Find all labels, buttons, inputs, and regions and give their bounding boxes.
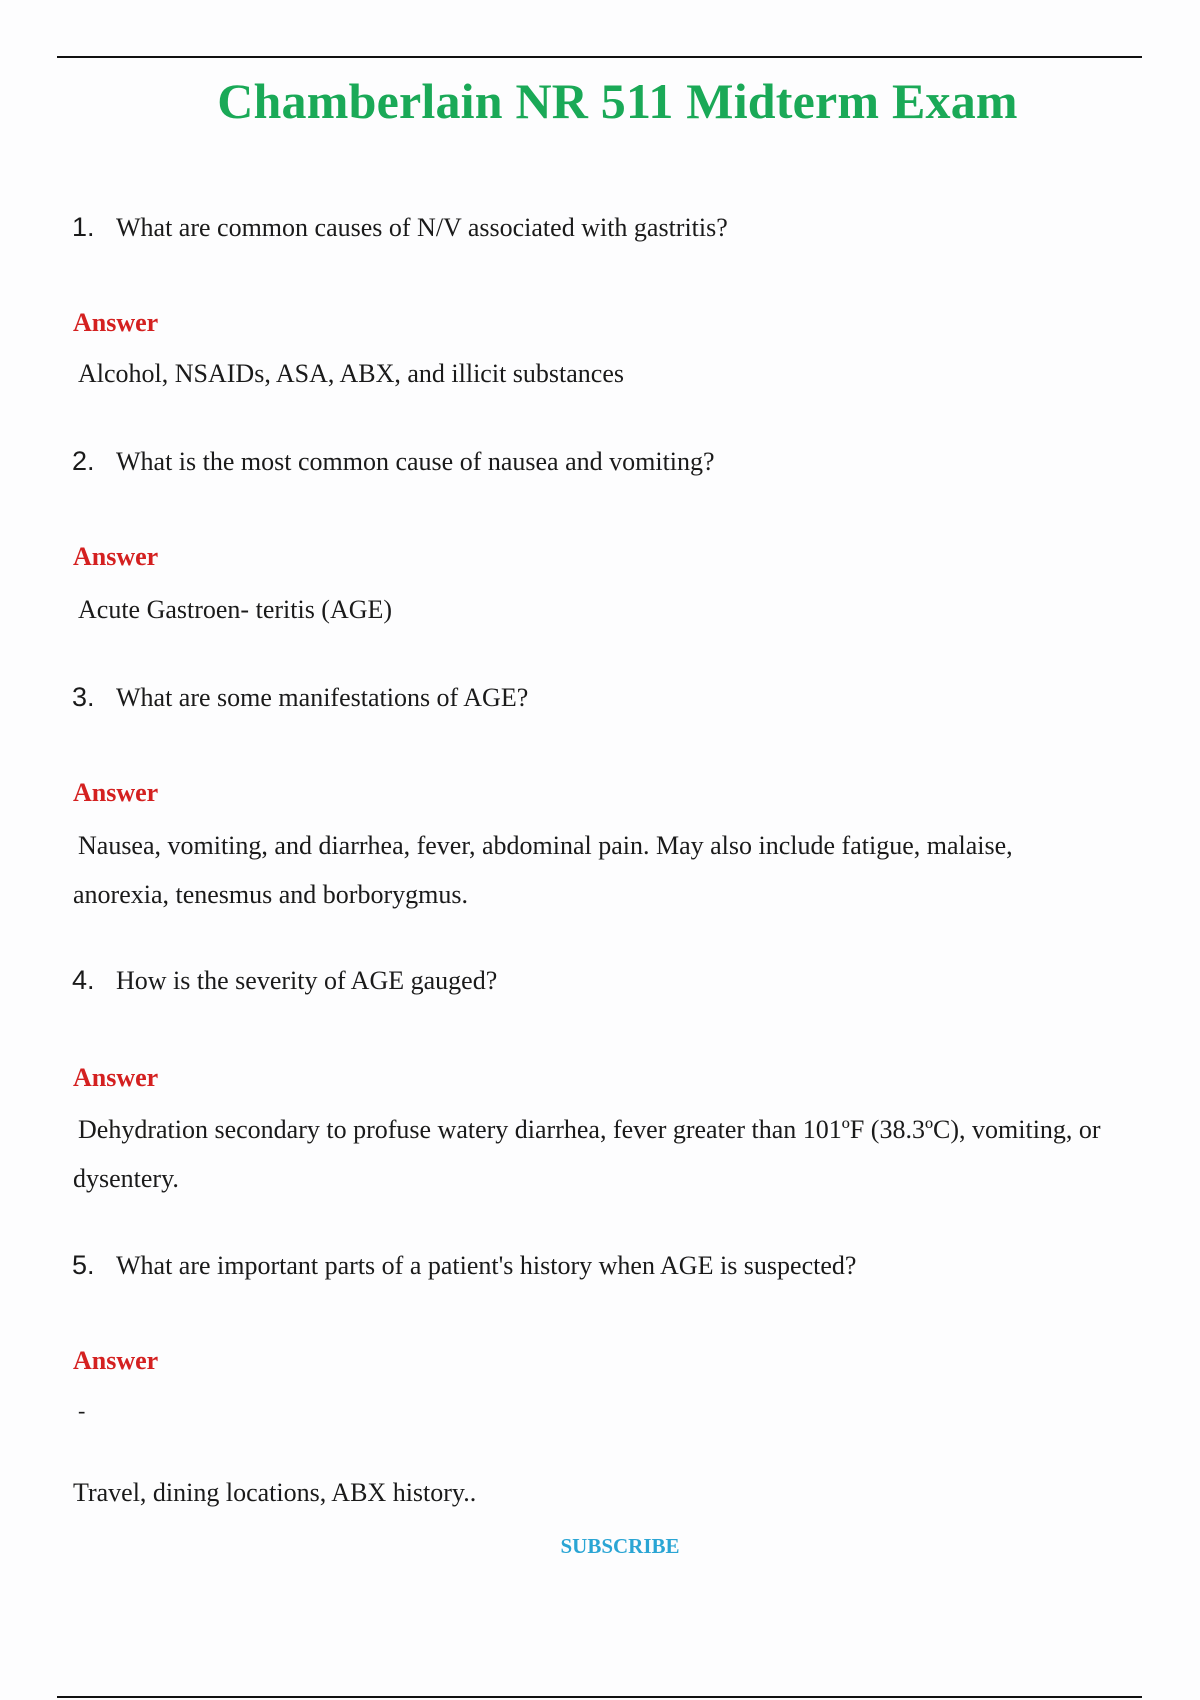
subscribe-link[interactable]: SUBSCRIBE: [560, 1534, 680, 1558]
answer-label-3: Answer: [73, 778, 159, 807]
question-text: What are common causes of N/V associated with gastritis?: [116, 213, 728, 242]
answer-label-1: Answer: [73, 308, 159, 337]
document-title: Chamberlain NR 511 Midterm Exam: [217, 73, 1018, 129]
answer-2: [73, 585, 1113, 634]
answer-dash: -: [78, 1398, 86, 1423]
answer-label-4: Answer: [73, 1063, 159, 1092]
answer-text: Acute Gastroen- teritis (AGE): [78, 595, 393, 624]
question-number: 3.: [72, 682, 95, 712]
question-number: 5.: [72, 1250, 95, 1280]
question-5: [72, 1248, 856, 1283]
answer-3: [73, 821, 1113, 919]
answer-1: [73, 349, 1113, 398]
question-number: 4.: [72, 965, 95, 995]
question-text: What are some manifestations of AGE?: [116, 683, 529, 712]
question-text: What are important parts of a patient's history when AGE is suspected?: [116, 1251, 857, 1280]
answer-text: Alcohol, NSAIDs, ASA, ABX, and illicit substances: [78, 359, 624, 388]
answer-4: [73, 1105, 1113, 1203]
question-4: [72, 963, 497, 998]
answer-text: Travel, dining locations, ABX history..: [73, 1478, 477, 1507]
top-rule: [57, 56, 1142, 58]
answer-text: Nausea, vomiting, and diarrhea, fever, abdominal pain. May also include fatigue, malaise, anorexia, tenesmus and borborygmus.: [73, 831, 1013, 909]
question-2: [72, 444, 715, 479]
question-number: 2.: [72, 446, 95, 476]
bottom-rule: [57, 1696, 1142, 1698]
question-text: What is the most common cause of nausea and vomiting?: [116, 447, 715, 476]
answer-label-2: Answer: [73, 542, 159, 571]
question-3: [72, 680, 528, 715]
answer-text: Dehydration secondary to profuse watery diarrhea, fever greater than 101ºF (38.3ºC), vomiting, or dysentery.: [73, 1115, 1101, 1193]
question-number: 1.: [72, 212, 95, 242]
question-text: How is the severity of AGE gauged?: [116, 966, 498, 995]
answer-5: [73, 1476, 1113, 1510]
question-1: [72, 210, 728, 245]
answer-label-5: Answer: [73, 1346, 159, 1375]
